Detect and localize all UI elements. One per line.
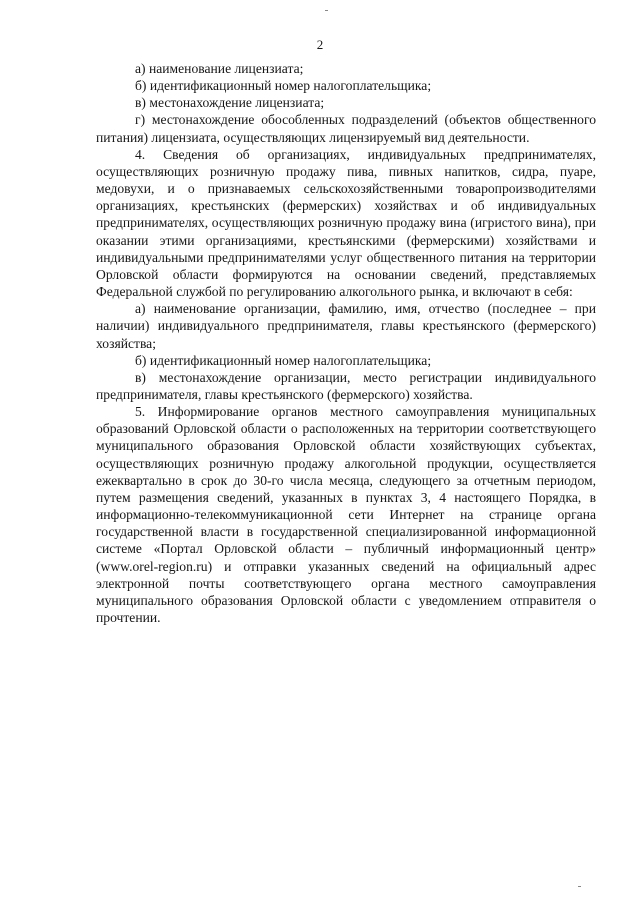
paragraph-3v: в) местонахождение лицензиата;: [135, 95, 325, 111]
paragraph-4a: а) наименование организации, фамилию, имя, отчество (последнее – при наличии) индивидуального предпринимателя, главы крестьянского (фермерского) хозяйства;: [96, 301, 596, 351]
paragraph-5: 5. Информирование органов местного самоуправления муниципальных образований Орловской области о расположенных на территории соответствующего муниципального образования Орловской области хозяйствующих субъектах, осуществляющих розничную продажу алкогольной продукции, осуществляется ежеквартально в срок до 30-го числа месяца, следующего за отчетным периодом, путем размещения сведений, указанных в пунктах 3, 4 настоящего Порядка, в информационно-телекоммуникационной сети Интернет на странице органа государственной власти в государственной специализированной информационной системе «Портал Орловской области – публичный информационный центр» (www.orel-region.ru) и отправки указанных сведений на официальный адрес электронной почты соответствующего органа местного самоуправления муниципального образования Орловской области с уведомлением отправителя о прочтении.: [96, 404, 596, 625]
paragraph-3a: а) наименование лицензиата;: [135, 61, 304, 76]
document-body: [96, 60, 596, 626]
paragraph-4b: б) идентификационный номер налогоплательщика;: [135, 352, 432, 368]
scan-speck: [325, 10, 328, 11]
paragraph-4: 4. Сведения об организациях, индивидуальных предпринимателях, осуществляющих розничную продажу пива, пивных напитков, сидра, пуаре, медовухи, и о признаваемых сельскохозяйственными товаропроизводителями организациях, крестьянских (фермерских) хозяйствах и об индивидуальных предпринимателях, осуществляющих розничную продажу вина (игристого вина), при оказании этими организациями, крестьянскими (фермерскими) хозяйствами и индивидуальными предпринимателями услуг общественного питания на территории Орловской области формируются на основании сведений, представляемых Федеральной службой по регулированию алкогольного рынка, и включают в себя:: [96, 146, 596, 300]
paragraph-3g: г) местонахождение обособленных подразделений (объектов общественного питания) лицензиата, осуществляющих лицензируемый вид деятельности.: [96, 112, 596, 145]
paragraph-4v: в) местонахождение организации, место регистрации индивидуального предпринимателя, главы крестьянского (фермерского) хозяйства.: [96, 369, 596, 402]
paragraph-3b: б) идентификационный номер налогоплательщика;: [135, 78, 432, 94]
scan-speck: [578, 886, 581, 887]
page-number: 2: [316, 37, 324, 52]
